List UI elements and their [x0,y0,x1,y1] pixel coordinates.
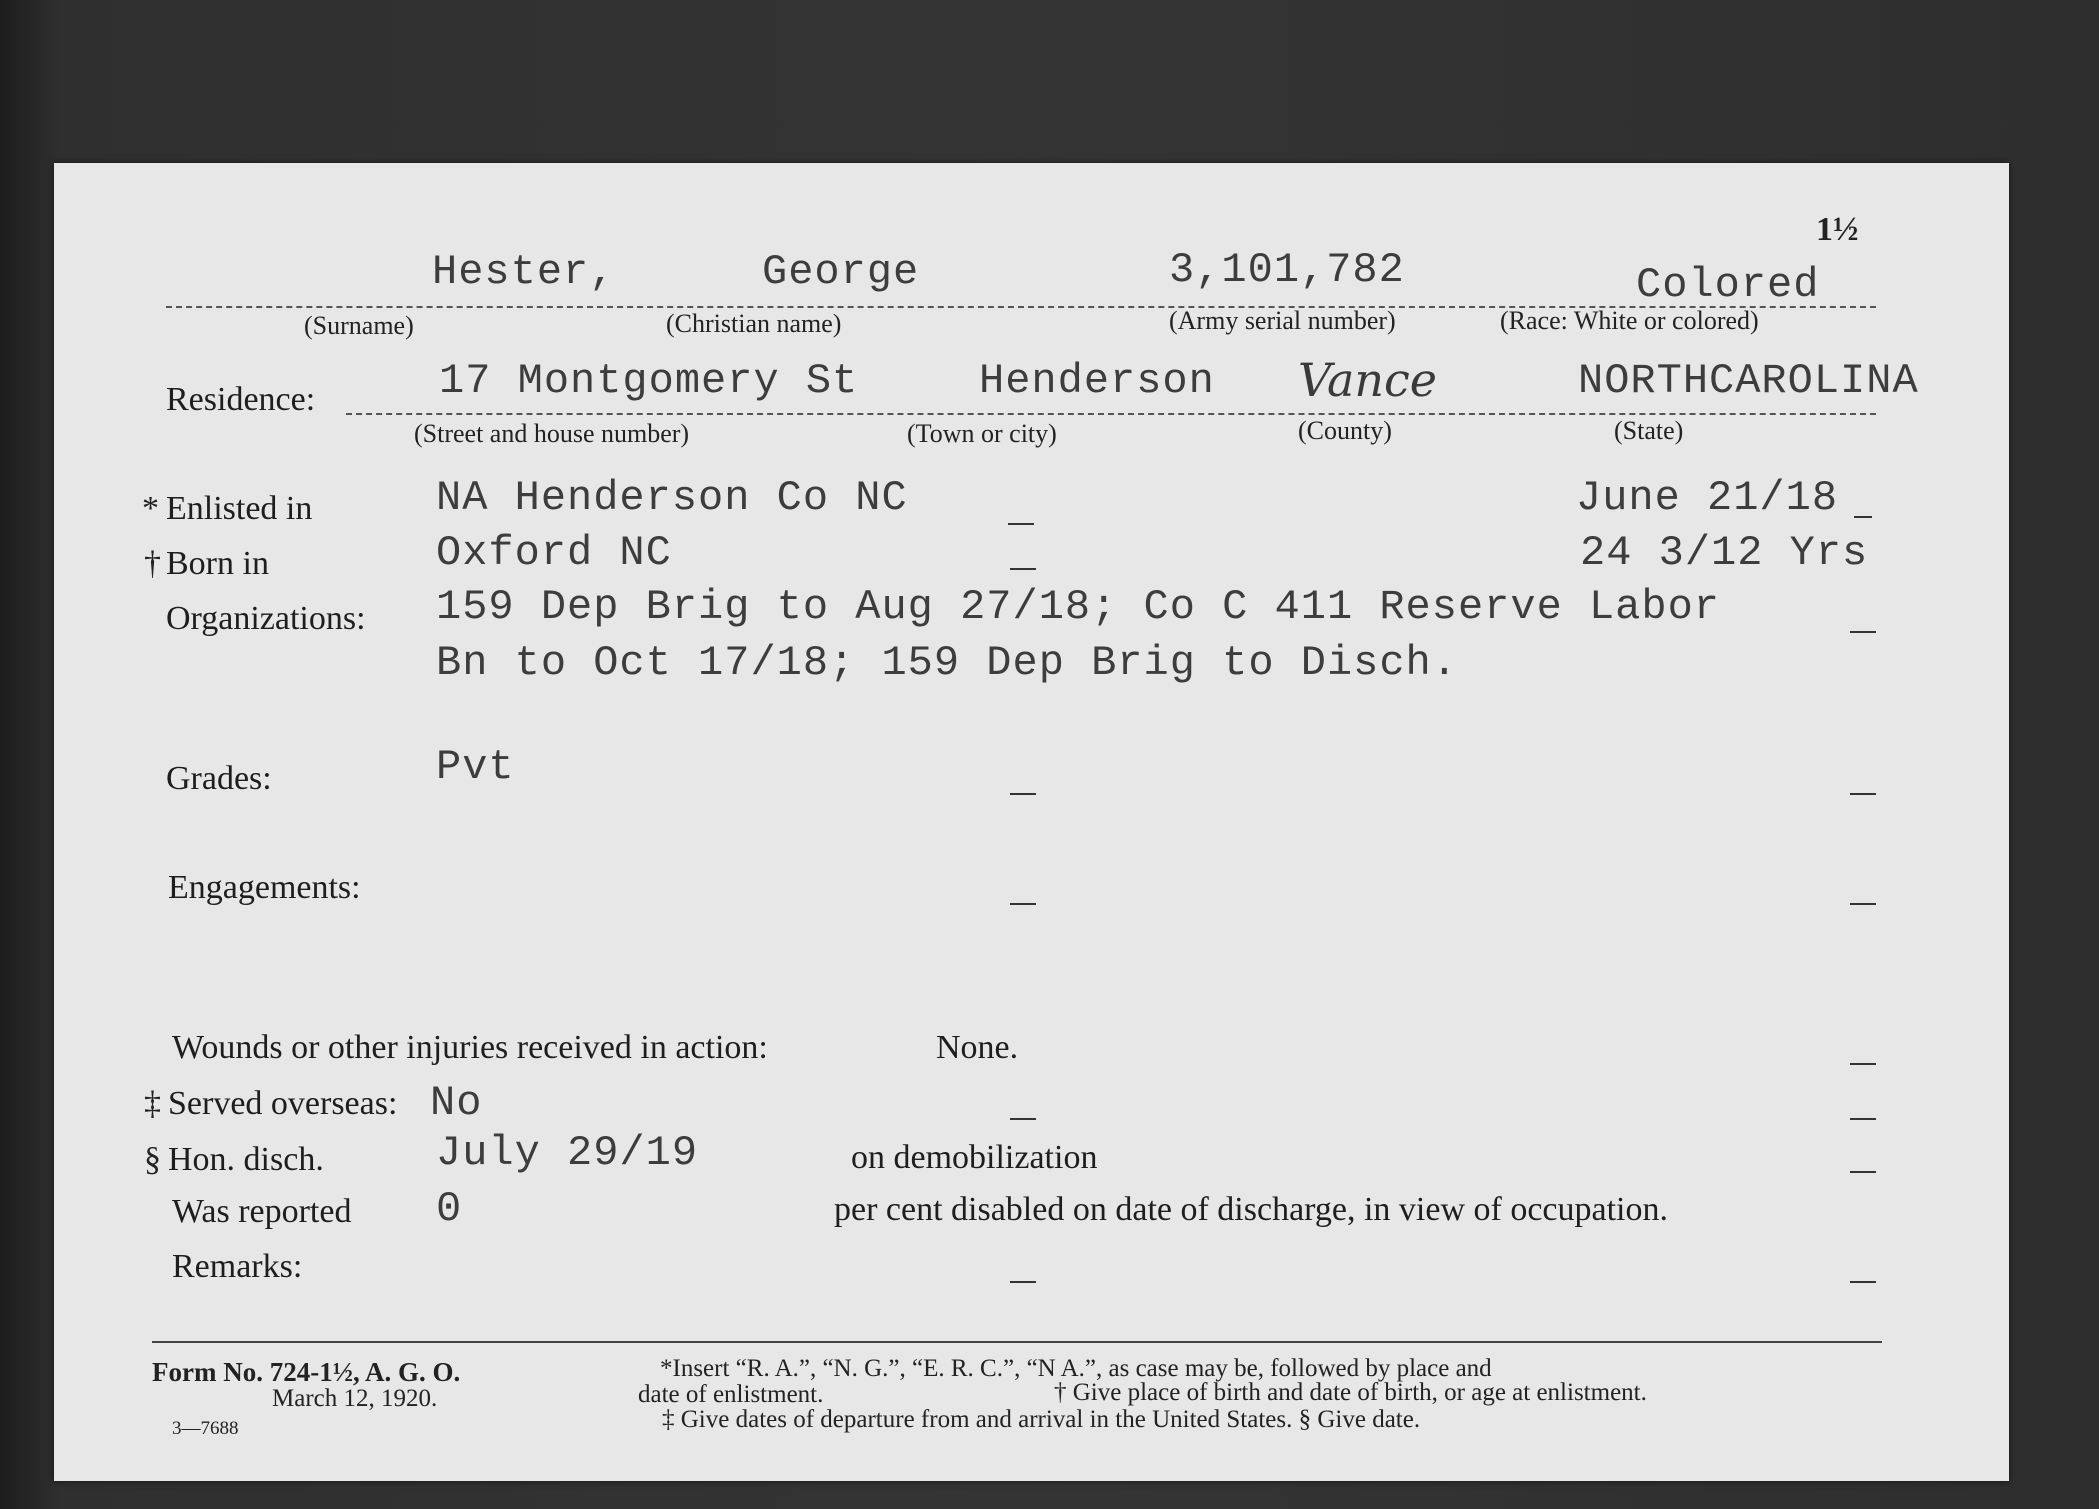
grades-label: Grades: [166,760,272,797]
tick-mark [1850,631,1876,633]
footnote-enlistment: *Insert “R. A.”, “N. G.”, “E. R. C.”, “N A.”, as case may be, followed by place and [660,1355,1492,1382]
christian-name-value: George [762,248,920,296]
tick-mark [1010,568,1036,570]
form-date: March 12, 1920. [272,1385,438,1412]
county-value: Vance [1298,353,1438,407]
town-value: Henderson [979,357,1215,405]
tick-mark [1854,516,1872,518]
discharge-date: July 29/19 [436,1129,699,1177]
state-caption: (State) [1614,416,1684,445]
serial-number-caption: (Army serial number) [1169,306,1396,335]
tick-mark [1010,1118,1036,1120]
tick-mark [1010,1281,1036,1283]
footnote-overseas-dates: ‡ Give dates of departure from and arrival in the United States. § Give date. [662,1406,1421,1433]
enlisted-value: NA Henderson Co NC [436,474,908,522]
enlisted-asterisk: * [142,490,159,527]
engagements-label: Engagements: [168,869,361,906]
footer-rule [152,1341,1882,1343]
residence-label: Residence: [166,381,316,418]
organizations-label: Organizations: [166,600,366,637]
wounds-label: Wounds or other injuries received in action: [172,1029,768,1066]
tick-mark [1008,523,1034,525]
reported-label: Was reported [172,1193,352,1230]
race-value: Colored [1636,261,1820,309]
street-value: 17 Montgomery St [439,357,859,405]
remarks-label: Remarks: [172,1248,303,1285]
wounds-value: None. [936,1029,1019,1066]
enlisted-date: June 21/18 [1576,474,1839,522]
overseas-label: Served overseas: [168,1085,398,1122]
born-age: 24 3/12 Yrs [1580,529,1869,577]
overseas-double-dagger: ‡ [144,1085,161,1122]
tick-mark [1850,1063,1876,1065]
footnote-birth: † Give place of birth and date of birth, or age at enlistment. [1054,1379,1647,1406]
born-label: Born in [166,545,269,582]
surname-value: Hester, [432,248,616,296]
tick-mark [1850,1171,1876,1173]
residence-dashed-line [346,413,1876,415]
discharge-section-mark: § [144,1141,161,1178]
reported-text: per cent disabled on date of discharge, in view of occupation. [834,1191,1668,1228]
serial-number-value: 3,101,782 [1169,246,1405,294]
organizations-line-2: Bn to Oct 17/18; 159 Dep Brig to Disch. [436,639,1458,687]
street-caption: (Street and house number) [414,419,690,448]
surname-caption: (Surname) [304,311,414,340]
grades-value: Pvt [436,743,515,791]
enlisted-label: Enlisted in [166,490,313,527]
overseas-value: No [430,1079,483,1127]
tick-mark [1010,793,1036,795]
town-caption: (Town or city) [907,419,1057,448]
organizations-line-1: 159 Dep Brig to Aug 27/18; Co C 411 Reserve Labor [436,583,1721,631]
tick-mark [1850,903,1876,905]
state-value: NORTHCAROLINA [1578,357,1919,405]
reported-value: 0 [436,1185,463,1233]
race-caption: (Race: White or colored) [1500,306,1759,335]
born-dagger: † [144,545,161,582]
tick-mark [1850,1118,1876,1120]
tick-mark [1850,793,1876,795]
tick-mark [1850,1281,1876,1283]
print-code: 3—7688 [172,1418,239,1439]
service-record-card [54,163,2009,1481]
christian-name-caption: (Christian name) [666,309,842,338]
card-number: 1½ [1816,211,1859,248]
footnote-enlistment-continued: date of enlistment. [638,1381,824,1408]
county-caption: (County) [1298,416,1392,445]
form-number: Form No. 724-1½, A. G. O. [152,1357,461,1387]
tick-mark [1010,903,1036,905]
discharge-reason: on demobilization [851,1139,1098,1176]
discharge-label: Hon. disch. [168,1141,324,1178]
born-value: Oxford NC [436,529,672,577]
